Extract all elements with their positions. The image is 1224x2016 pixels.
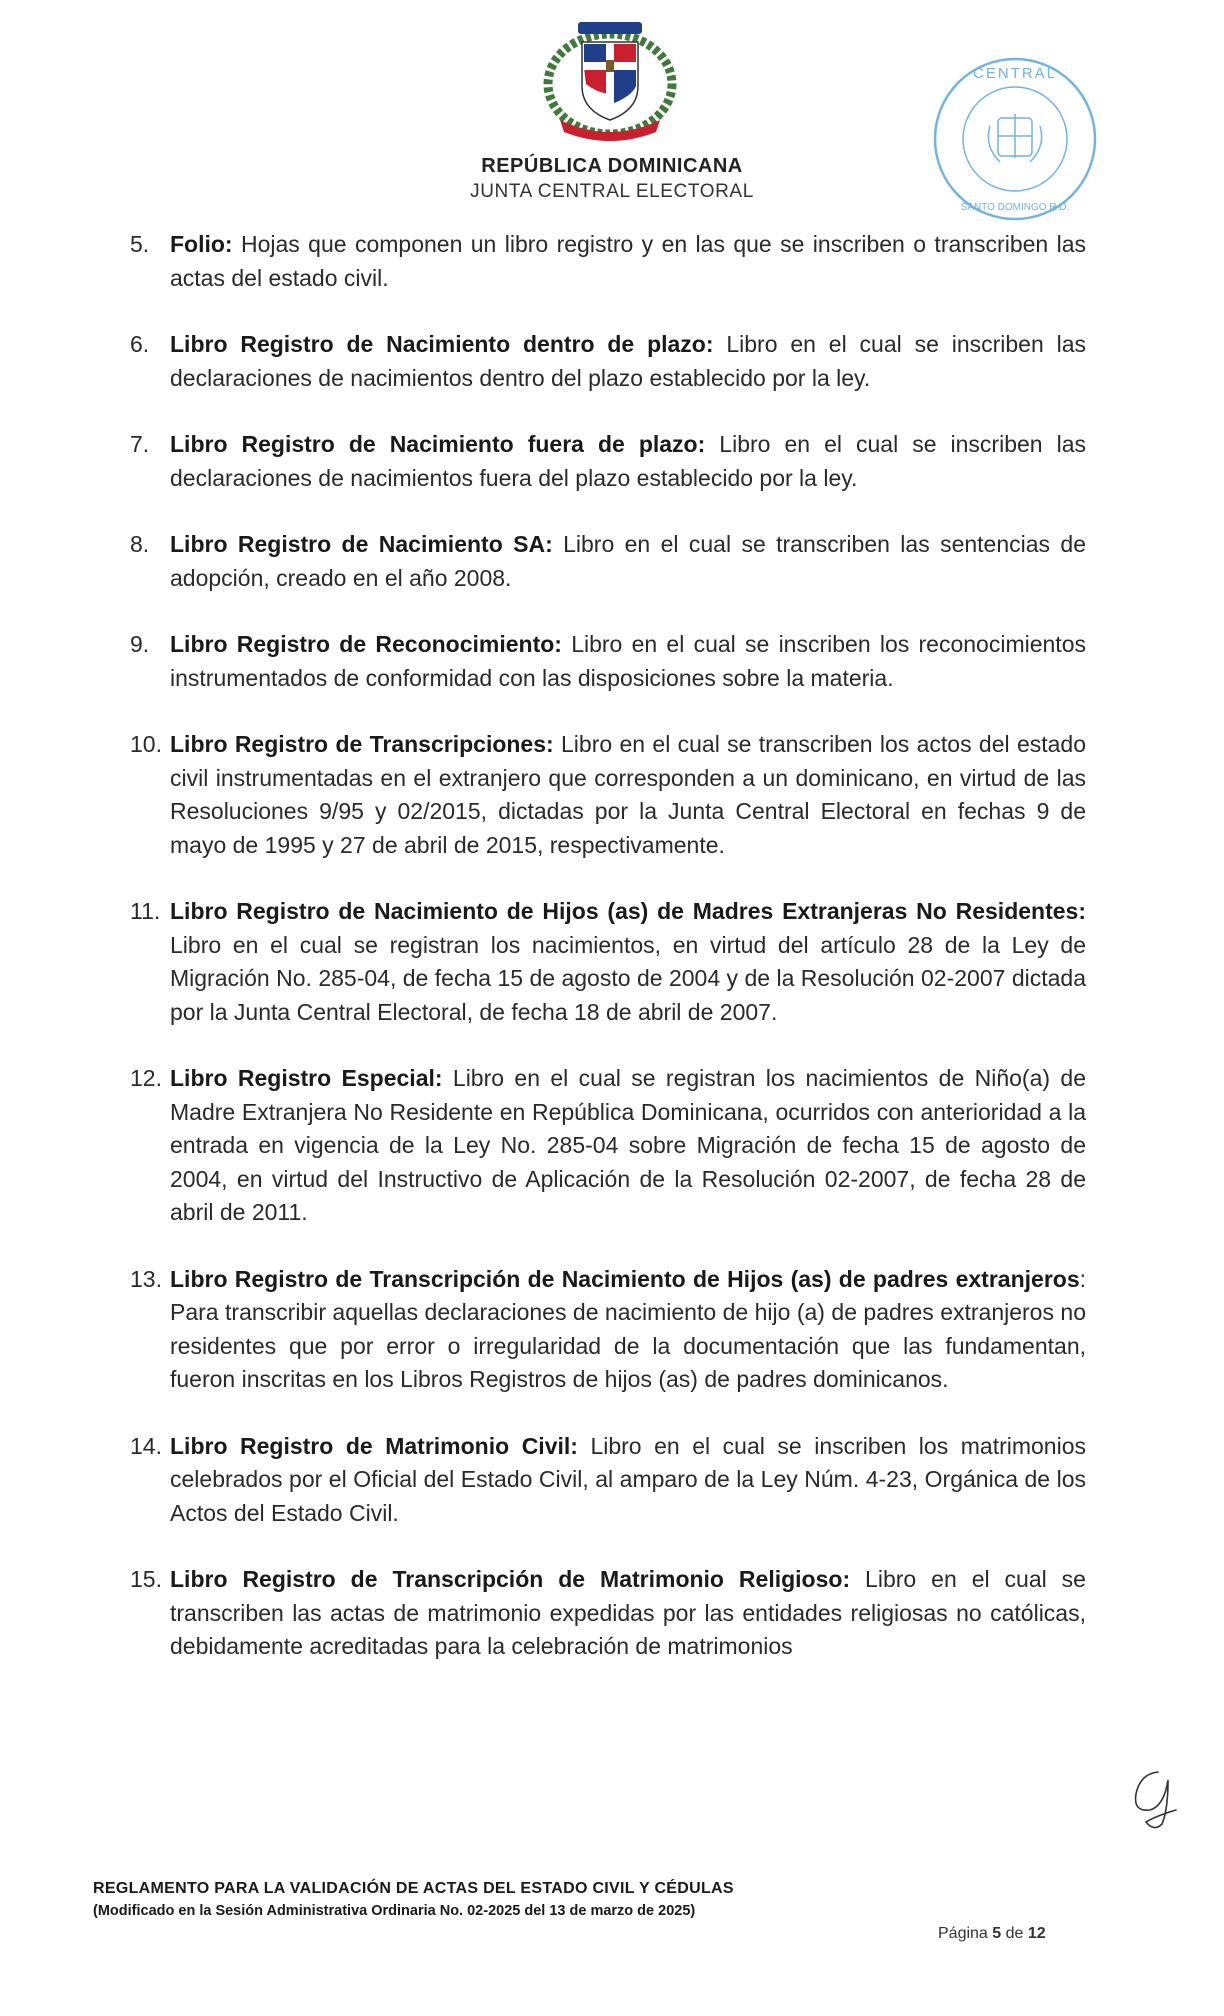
item-term: Libro Registro de Nacimiento de Hijos (as) de Madres Extranjeras No Residentes: (170, 898, 1086, 924)
item-term: Libro Registro de Nacimiento dentro de plazo: (170, 331, 714, 357)
definition-item (130, 228, 1086, 295)
item-term: Libro Registro de Reconocimiento: (170, 631, 562, 657)
item-number: 5. (130, 231, 150, 257)
definition-item (130, 1563, 1086, 1664)
item-term: Libro Registro de Transcripciones: (170, 731, 554, 757)
item-term: Libro Registro Especial: (170, 1065, 443, 1091)
definitions-list (130, 228, 1086, 1697)
item-text (170, 328, 1086, 395)
item-description: Libro en el cual se inscriben las declaraciones de nacimientos fuera del plazo establecido por la ley. (170, 431, 1086, 491)
item-description: Libro en el cual se registran los nacimientos, en virtud del artículo 28 de la Ley de Migración No. 285-04, de fecha 15 de agosto de 2004 y de la Resolución 02-2007 dictada por la Junta Central Electoral, de fecha 18 de abril de 2007. (170, 931, 1086, 1025)
item-number: 11. (130, 898, 161, 924)
header-country: REPÚBLICA DOMINICANA (481, 155, 743, 177)
item-text (170, 1430, 1086, 1531)
item-description: Hojas que componen un libro registro y en las que se inscriben o transcriben las actas del estado civil. (170, 231, 1086, 291)
item-term: Libro Registro de Transcripción de Matrimonio Religioso: (170, 1566, 851, 1592)
item-number: 14. (130, 1432, 162, 1459)
page-total: 12 (1027, 1925, 1046, 1942)
item-term: Libro Registro de Matrimonio Civil: (170, 1432, 578, 1459)
item-text (170, 895, 1086, 1029)
definition-item (130, 1263, 1086, 1397)
page-number (938, 1925, 1046, 1943)
item-description: Libro en el cual se transcriben los actos del estado civil instrumentadas en el extranjero que corresponden a un dominicano, en virtud de las Resoluciones 9/95 y 02/2015, dictadas por la Junta Central Electoral en fechas 9 de mayo de 1995 y 27 de abril de 2015, respectivamente. (170, 731, 1086, 858)
item-number: 12. (130, 1065, 162, 1091)
footer-subtitle: (Modificado en la Sesión Administrativa Ordinaria No. 02-2025 del 13 de marzo de 2025) (93, 1903, 696, 1919)
item-number: 9. (130, 631, 150, 657)
footer-title: REGLAMENTO PARA LA VALIDACIÓN DE ACTAS DEL ESTADO CIVIL Y CÉDULAS (93, 1880, 734, 1897)
item-number: 10. (130, 731, 162, 757)
item-description: Libro en el cual se inscriben los reconocimientos instrumentados de conformidad con las disposiciones sobre la materia. (170, 631, 1086, 691)
item-text (170, 1062, 1086, 1230)
item-text (170, 728, 1086, 862)
item-text (170, 228, 1086, 295)
item-text (170, 528, 1086, 595)
page-of: de (1005, 1925, 1024, 1942)
definition-item (130, 428, 1086, 495)
definition-item (130, 1062, 1086, 1230)
svg-text:SANTO DOMINGO R.D.: SANTO DOMINGO R.D. (960, 202, 1070, 213)
item-term: Libro Registro de Nacimiento SA: (170, 531, 553, 557)
item-description: : Para transcribir aquellas declaraciones de nacimiento de hijo (a) de padres extranjeros no residentes que por error o irregularidad de la documentación que las fundamentan, fueron inscritas en los Libros Registros de hijos (as) de padres dominicanos. (170, 1265, 1086, 1392)
item-text (170, 1263, 1086, 1397)
item-description: Libro en el cual se registran los nacimientos de Niño(a) de Madre Extranjera No Residente en República Dominicana, ocurridos con anterioridad a la entrada en vigencia de la Ley No. 285-04 sobre Migración de fecha 15 de agosto de 2004, en virtud del Instructivo de Aplicación de la Resolución 02-2007, de fecha 28 de abril de 2011. (170, 1065, 1086, 1225)
page-word: Página (938, 1925, 988, 1942)
item-description: Libro en el cual se inscriben los matrimonios celebrados por el Oficial del Estado Civil, al amparo de la Ley Núm. 4-23, Orgánica de los Actos del Estado Civil. (170, 1432, 1086, 1526)
item-term: Folio: (170, 231, 233, 257)
item-description: Libro en el cual se transcriben las actas de matrimonio expedidas por las entidades religiosas no católicas, debidamente acreditadas para la celebración de matrimonios (170, 1566, 1086, 1659)
item-term: Libro Registro de Transcripción de Nacimiento de Hijos (as) de padres extranjeros (170, 1265, 1080, 1292)
item-text (170, 428, 1086, 495)
handwritten-initial-signature (1128, 1762, 1184, 1832)
svg-text:CENTRAL: CENTRAL (972, 65, 1058, 82)
header-institution: JUNTA CENTRAL ELECTORAL (470, 181, 754, 202)
item-number: 6. (130, 331, 150, 357)
definition-item (130, 628, 1086, 695)
item-description: Libro en el cual se inscriben las declaraciones de nacimientos dentro del plazo establecido por la ley. (170, 331, 1087, 391)
definition-item (130, 328, 1086, 395)
item-number: 13. (130, 1265, 162, 1292)
item-description: Libro en el cual se transcriben las sentencias de adopción, creado en el año 2008. (170, 531, 1086, 591)
item-text (170, 628, 1086, 695)
item-number: 8. (130, 531, 150, 557)
definition-item (130, 895, 1086, 1029)
item-text (170, 1563, 1086, 1664)
page-current: 5 (992, 1925, 1002, 1942)
item-number: 7. (130, 431, 150, 457)
definition-item (130, 528, 1086, 595)
definition-item (130, 728, 1086, 862)
coat-of-arms-icon (540, 16, 680, 146)
item-term: Libro Registro de Nacimiento fuera de plazo: (170, 431, 706, 457)
definition-item (130, 1430, 1086, 1531)
item-number: 15. (130, 1566, 162, 1592)
